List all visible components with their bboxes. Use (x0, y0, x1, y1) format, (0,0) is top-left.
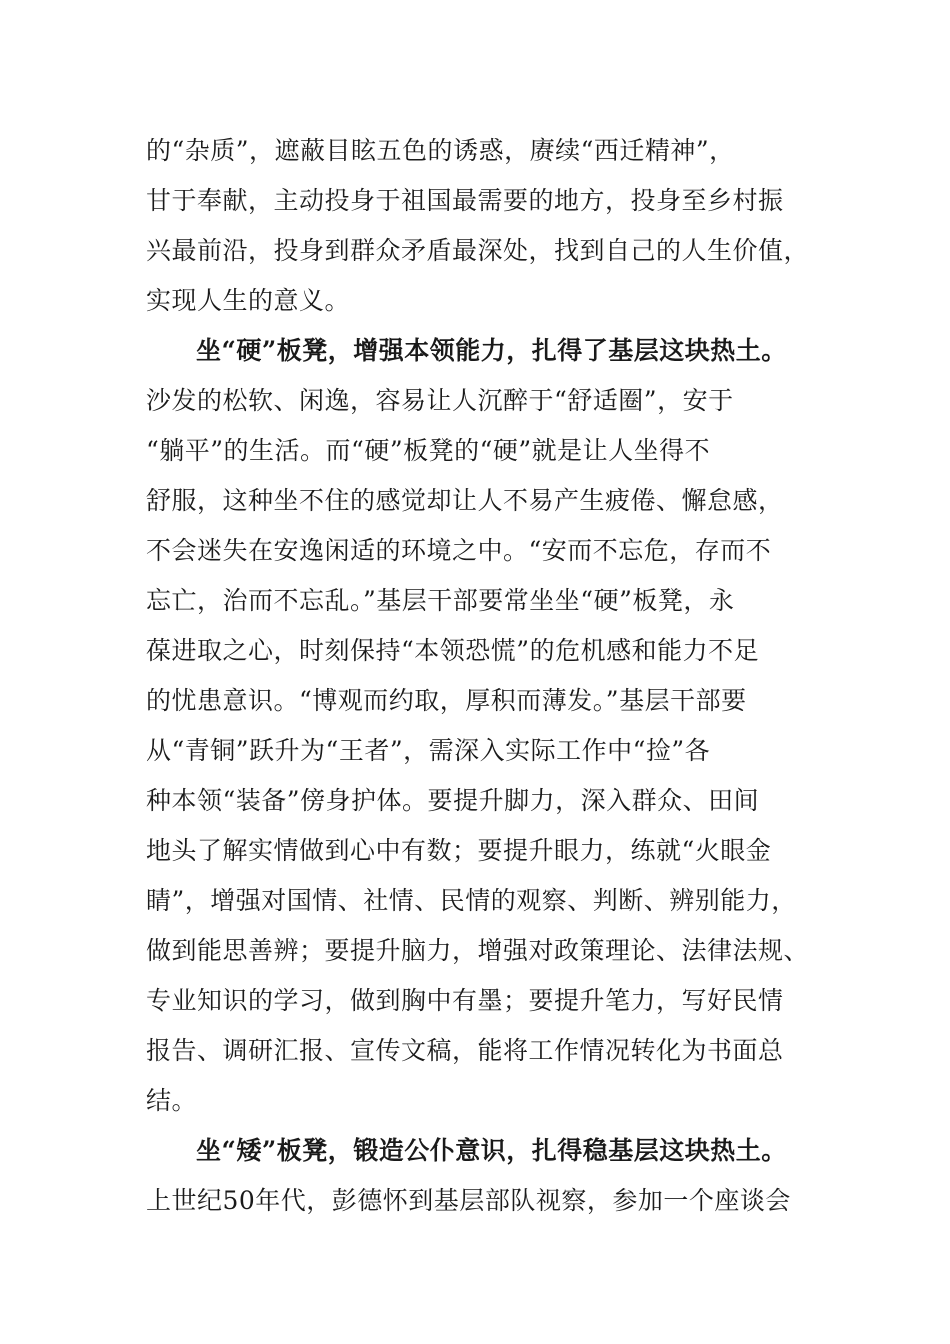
body-text-line: 沙发的松软、闲逸，容易让人沉醉于“舒适圈”，安于 (146, 386, 734, 415)
body-text-line: 报告、调研汇报、宣传文稿，能将工作情况转化为书面总 (146, 1036, 784, 1065)
body-text-line: 甘于奉献，主动投身于祖国最需要的地方，投身至乡村振 (146, 186, 784, 215)
body-text-line: 从“青铜”跃升为“王者”，需深入实际工作中“捡”各 (146, 736, 711, 765)
body-text-line: 上世纪50年代，彭德怀到基层部队视察，参加一个座谈会 (146, 1186, 791, 1215)
body-text-line: 种本领“装备”傍身护体。要提升脚力，深入群众、田间 (146, 786, 760, 815)
body-text-line: 实现人生的意义。 (146, 286, 351, 315)
body-text-line: 地头了解实情做到心中有数；要提升眼力，练就“火眼金 (146, 836, 772, 865)
body-text-line: 不会迷失在安逸闲适的环境之中。“安而不忘危，存而不 (146, 536, 772, 565)
body-text-line: 葆进取之心，时刻保持“本领恐慌”的危机感和能力不足 (146, 636, 760, 665)
body-text-line: 的忧患意识。“博观而约取，厚积而薄发。”基层干部要 (146, 686, 747, 715)
body-text-line: 的“杂质”，遮蔽目眩五色的诱惑，赓续“西迁精神”， (146, 136, 735, 165)
body-text-line: 兴最前沿，投身到群众矛盾最深处，找到自己的人生价值， (146, 236, 810, 265)
section-heading: 坐“矮”板凳，锻造公仆意识，扎得稳基层这块热土。 (196, 1136, 787, 1165)
body-text-line: 忘亡，治而不忘乱。”基层干部要常坐坐“硬”板凳，永 (146, 586, 735, 615)
body-text-line: “躺平”的生活。而“硬”板凳的“硬”就是让人坐得不 (146, 436, 711, 465)
body-text-line: 专业知识的学习，做到胸中有墨；要提升笔力，写好民情 (146, 986, 784, 1015)
body-text-line: 结。 (146, 1086, 198, 1115)
section-heading: 坐“硬”板凳，增强本领能力，扎得了基层这块热土。 (196, 336, 787, 365)
body-text-line: 舒服，这种坐不住的感觉却让人不易产生疲倦、懈怠感， (146, 486, 784, 515)
body-text-line: 做到能思善辨；要提升脑力，增强对政策理论、法律法规、 (146, 936, 810, 965)
body-text-line: 睛”，增强对国情、社情、民情的观察、判断、辨别能力， (146, 886, 797, 915)
